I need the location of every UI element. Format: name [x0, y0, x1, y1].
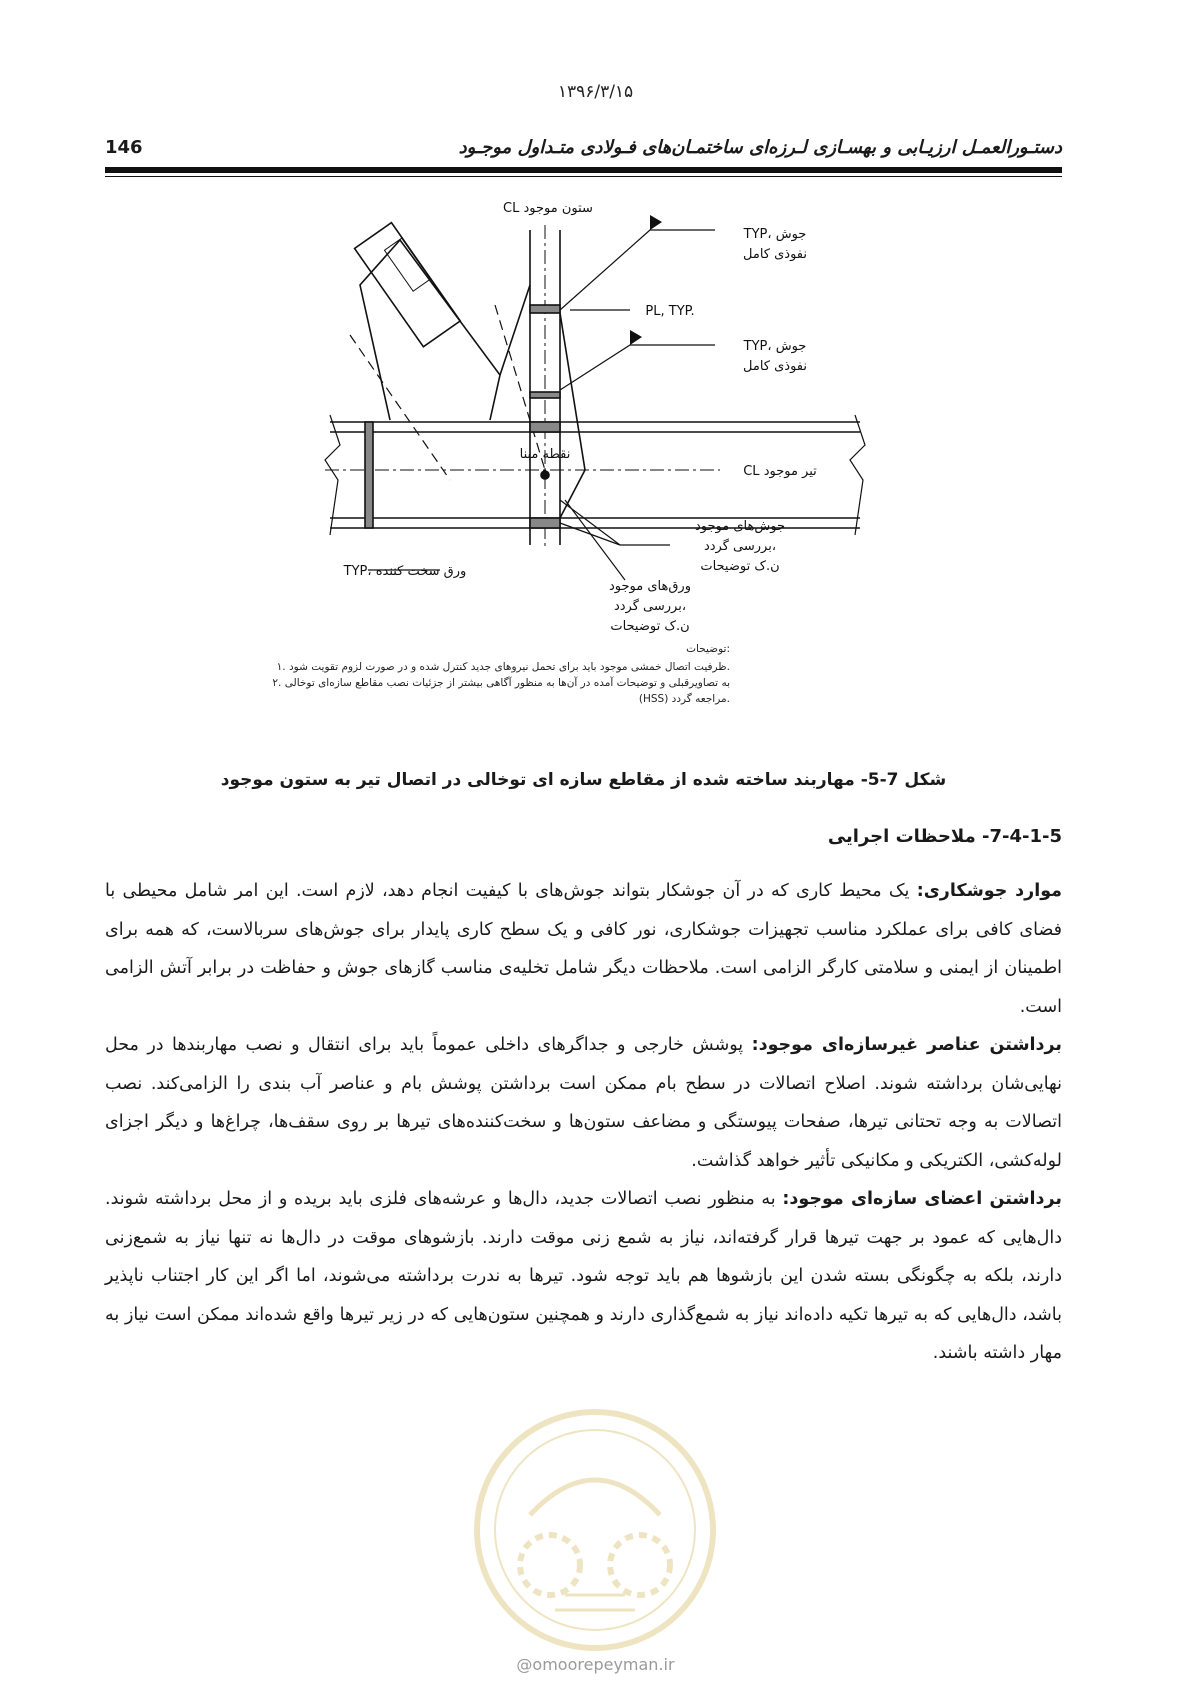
existing-welds-label-b: بررسی گردد،	[703, 539, 777, 554]
figure-notes-title: توضیحات:	[686, 643, 730, 655]
body-text	[105, 872, 1062, 1373]
weld-typ-label-1b: نفوذی کامل	[743, 247, 807, 262]
paragraph-lead: برداشتن عناصر غیرسازه‌ای موجود:	[751, 1035, 1062, 1055]
work-point-label: نقطه مبنا	[519, 447, 571, 462]
section-heading: 7-4-1-5- ملاحظات اجرایی	[827, 826, 1062, 847]
hss-brace	[355, 223, 461, 347]
existing-plates-label-a: ورق‌های موجود	[609, 579, 691, 594]
page-number: 146	[105, 136, 143, 158]
watermark-seal	[470, 1405, 720, 1655]
paragraph	[105, 872, 1062, 1026]
stiffener-label: TYP، ورق سخت کننده	[343, 564, 467, 579]
figure-note-2: ۲. به تصاویرقبلی و توضیحات آمده در آن‌ها به منظور آگاهی بیشتر از جزئیات نصب مقاطع سازه‌ای توخالی	[272, 677, 730, 689]
running-head-title: دستـورالعمـل ارزیـابی و بهسـازی لـرزه‌ای ساختمـان‌های فـولادی متـداول موجـود	[458, 136, 1062, 158]
header-rule	[105, 167, 1062, 173]
paragraph-text: به منظور نصب اتصالات جدید، دال‌ها و عرشه‌های فلزی باید بریده و از محل برداشته شوند. دال‌هایی که عمود بر جهت تیرها قرار گرفته‌اند، نیاز به شمع زنی موقت دارند. بازشوهای موقت در دال‌ها نه تنها نیاز به شمع‌زنی دارند، بلکه به چگونگی بسته شدن این بازشوها هم باید توجه شود. تیرها به ندرت برداشته می‌شوند، اما اگر این کار اجتناب ناپذیر باشد، دال‌هایی که به تیرها تکیه داده‌اند نیاز به شمع‌گذاری دارند و همچنین ستون‌هایی که در زیر تیرها واقع شده‌اند ممکن است نیاز به مهار داشته باشند.	[105, 1189, 1062, 1363]
date-stamp: ۱۳۹۶/۳/۱۵	[557, 82, 634, 102]
running-header	[105, 132, 1062, 162]
stiffener-plate	[365, 422, 373, 528]
brace-connection-drawing	[272, 200, 880, 760]
weld-typ-label-2a: TYP، جوش	[743, 339, 807, 354]
pl-typ-label: PL, TYP.	[645, 304, 695, 319]
paragraph	[105, 1180, 1062, 1373]
existing-plates-label-c: ن.ک توضیحات	[610, 619, 690, 634]
watermark-site: @omoorepeyman.ir	[516, 1655, 675, 1674]
column-cl-label: CL ستون موجود	[503, 201, 593, 216]
paragraph-lead: برداشتن اعضای سازه‌ای موجود:	[782, 1189, 1062, 1209]
beam-cl-label: CL تیر موجود	[743, 464, 817, 479]
work-point-dot	[541, 471, 549, 479]
figure-note-3: (HSS) مراجعه گردد.	[638, 693, 730, 705]
existing-plates-label-b: بررسی گردد،	[613, 599, 687, 614]
header-rule-thin	[105, 176, 1062, 177]
weld-typ-label-1a: TYP، جوش	[743, 227, 807, 242]
paragraph-text: پوشش خارجی و جداگرهای داخلی عموماً باید برای انتقال و نصب مهاربندها در محل نهایی‌شان برداشته شوند. اصلاح اتصالات در سطح بام ممکن است برداشتن پوشش بام و عناصر آب بندی را الزامی‌کند. نصب اتصالات به وجه تحتانی تیرها، صفحات پیوستگی و مضاعف ستون‌ها و سخت‌کننده‌های تیرها بر روی سقف‌ها، چراغ‌ها و دیگر اجزای لوله‌کشی، الکتریکی و مکانیکی تأثیر خواهد گذاشت.	[105, 1035, 1062, 1171]
gusset-plate	[360, 240, 500, 420]
existing-welds-label-c: ن.ک توضیحات	[700, 559, 780, 574]
weld-typ-label-2b: نفوذی کامل	[743, 359, 807, 374]
paragraph	[105, 1026, 1062, 1180]
connection-figure	[272, 200, 880, 760]
existing-welds-label-a: جوش‌های موجود	[695, 519, 785, 534]
figure-note-1: ۱. ظرفیت اتصال خمشی موجود باید برای تحمل نیروهای جدید کنترل شده و در صورت لزوم تقویت شود.	[276, 661, 730, 673]
paragraph-lead: موارد جوشکاری:	[916, 881, 1063, 901]
figure-caption: شکل 7-5- مهاربند ساخته شده از مقاطع سازه ای توخالی در اتصال تیر به ستون موجود	[220, 770, 947, 790]
paragraph-text: یک محیط کاری که در آن جوشکار بتواند جوش‌های با کیفیت انجام دهد، لازم است. این امر شامل محیطی با فضای کافی برای عملکرد مناسب تجهیزات جوشکاری، نور کافی و یک سطح کاری پایدار برای جوش‌های سربالاست، که همه برای اطمینان از ایمنی و سلامتی کارگر الزامی است. ملاحظات دیگر شامل تخلیه‌ی مناسب گازهای جوش و حفاظت در برابر آتش الزامی است.	[105, 881, 1062, 1017]
